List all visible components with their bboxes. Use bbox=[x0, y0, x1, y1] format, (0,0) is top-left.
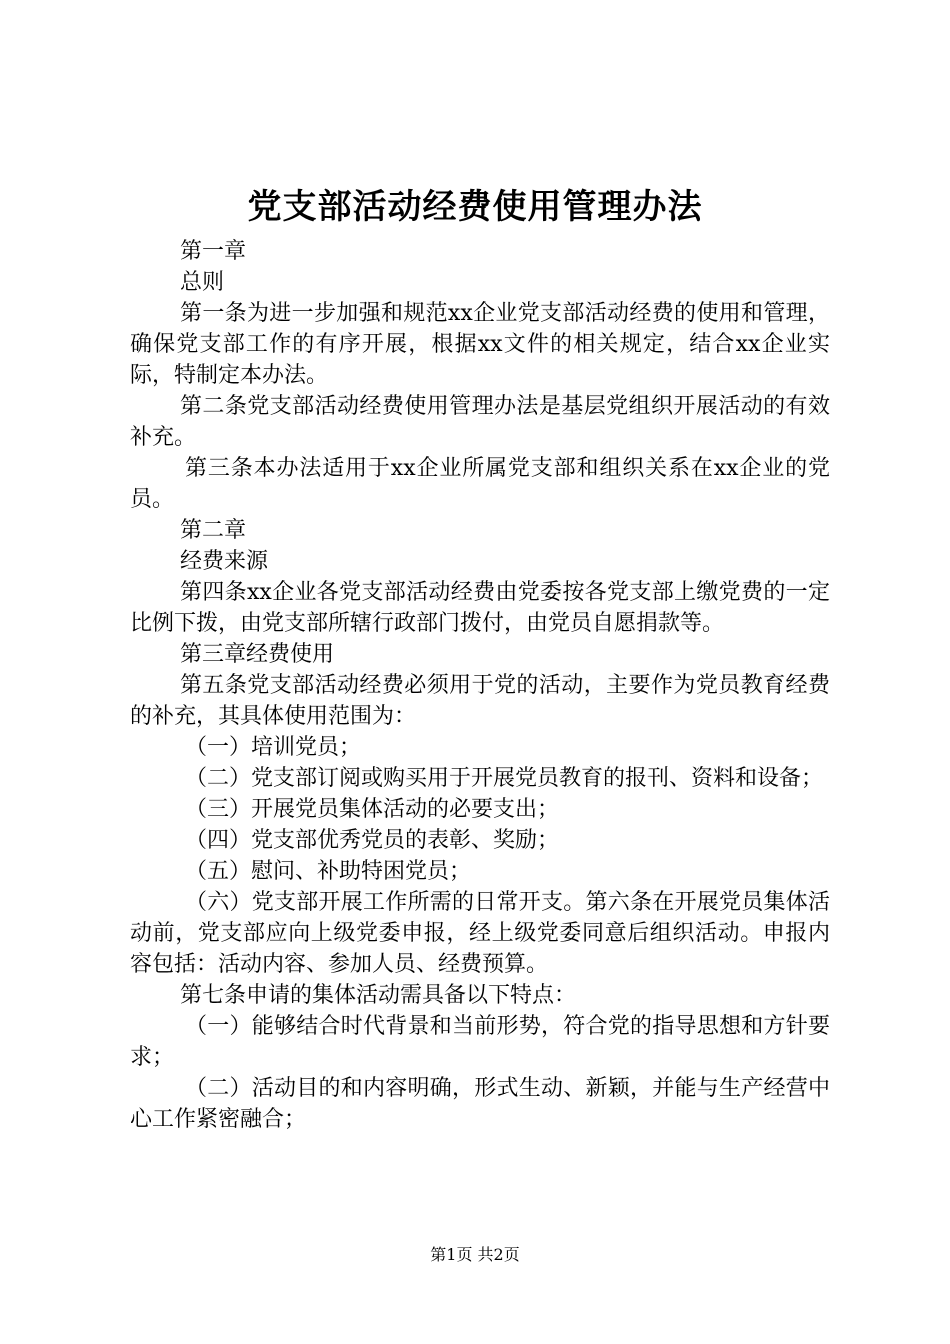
document-title: 党支部活动经费使用管理办法 bbox=[247, 187, 703, 227]
document-body bbox=[130, 236, 830, 1135]
page-footer: 第1页 共2页 bbox=[430, 1245, 520, 1264]
list-item: （二）活动目的和内容明确，形式生动、新颖，并能与生产经营中心工作紧密融合； bbox=[130, 1076, 830, 1132]
chapter-heading: 第一章 bbox=[180, 239, 247, 264]
article-paragraph: 第一条为进一步加强和规范xx企业党支部活动经费的使用和管理，确保党支部工作的有序开展，根据xx文件的相关规定，结合xx企业实际，特制定本办法。 bbox=[130, 301, 830, 388]
chapter-heading: 第二章 bbox=[180, 518, 247, 543]
chapter-subheading: 总则 bbox=[180, 270, 225, 295]
chapter-subheading: 经费来源 bbox=[180, 549, 269, 574]
list-item: （一）培训党员； bbox=[185, 735, 362, 760]
article-paragraph: 第四条xx企业各党支部活动经费由党委按各党支部上缴党费的一定比例下拨，由党支部所辖行政部门拨付，由党员自愿捐款等。 bbox=[130, 580, 830, 636]
list-item: （二）党支部订阅或购买用于开展党员教育的报刊、资料和设备； bbox=[185, 766, 824, 791]
list-item: （五）慰问、补助特困党员； bbox=[185, 859, 472, 884]
article-paragraph: 第五条党支部活动经费必须用于党的活动，主要作为党员教育经费的补充，其具体使用范围为： bbox=[130, 673, 830, 729]
list-item: （一）能够结合时代背景和当前形势，符合党的指导思想和方针要求； bbox=[130, 1014, 830, 1070]
chapter-heading: 第三章经费使用 bbox=[180, 642, 335, 667]
list-item: （六）党支部开展工作所需的日常开支。第六条在开展党员集体活动前，党支部应向上级党委申报，经上级党委同意后组织活动。申报内容包括：活动内容、参加人员、经费预算。 bbox=[130, 890, 830, 977]
article-paragraph: 第七条申请的集体活动需具备以下特点： bbox=[180, 983, 577, 1008]
article-paragraph: 第三条本办法适用于xx企业所属党支部和组织关系在xx企业的党员。 bbox=[130, 456, 830, 512]
article-paragraph: 第二条党支部活动经费使用管理办法是基层党组织开展活动的有效补充。 bbox=[130, 394, 830, 450]
list-item: （三）开展党员集体活动的必要支出； bbox=[185, 797, 560, 822]
list-item: （四）党支部优秀党员的表彰、奖励； bbox=[185, 828, 560, 853]
